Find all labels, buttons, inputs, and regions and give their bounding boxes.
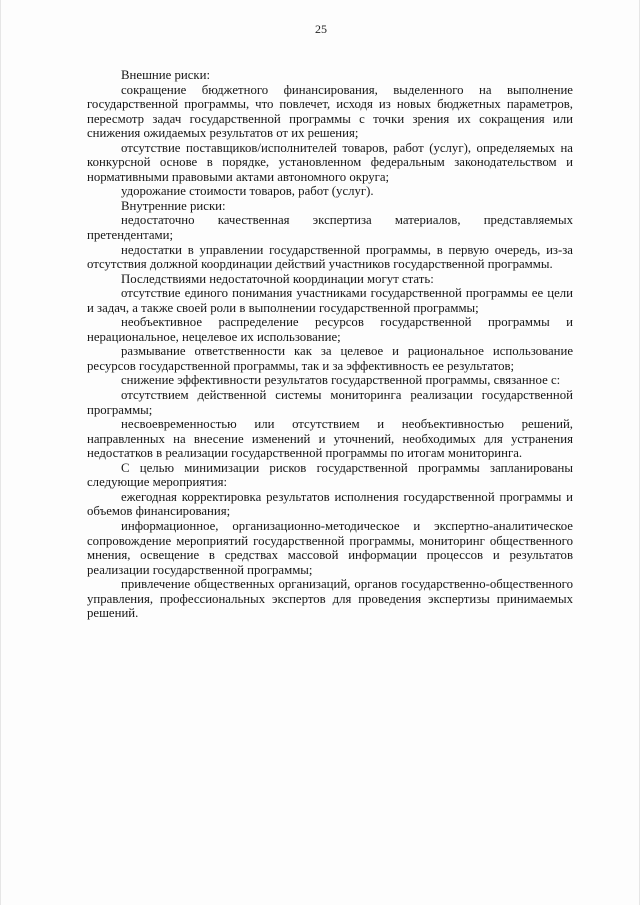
paragraph-public-involvement: привлечение общественных организаций, органов государственно-общественного управления, профессиональных экспертов для проведения экспертизы принимаемых решений. — [87, 577, 573, 621]
page-number: 25 — [315, 22, 327, 36]
paragraph-consequence-understanding: отсутствие единого понимания участниками государственной программы ее цели и задач, а также своей роли в выполнении государственной программы; — [87, 286, 573, 315]
paragraph-consequence-efficiency: снижение эффективности результатов государственной программы, связанное с: — [121, 373, 561, 388]
paragraph-information-support: информационное, организационно-методическое и экспертно-аналитическое сопровождение мероприятий государственной программы, мониторинг общественного мнения, освещение в средствах массовой информации процессов и результатов реализации государственной программы; — [87, 518, 573, 577]
paragraph-untimely-decisions: несвоевременностью или отсутствием и необъективностью решений, направленных на внесение изменений и уточнений, необходимых для устранения недостатков в реализации государственной программы по итогам мониторинга. — [87, 417, 573, 461]
paragraph-annual-adjustment: ежегодная корректировка результатов исполнения государственной программы и объемов финансирования; — [87, 489, 573, 519]
paragraph-mitigation-heading: С целью минимизации рисков государственной программы запланированы следующие мероприятия: — [87, 460, 573, 490]
paragraph-external-risks-heading: Внешние риски: — [121, 68, 211, 82]
paragraph-consequence-responsibility: размывание ответственности как за целевое и рациональное использование ресурсов государственной программы, так и за эффективность ее результатов; — [87, 344, 573, 373]
paragraph-monitoring-absence: отсутствием действенной системы мониторинга реализации государственной программы; — [87, 388, 573, 417]
paragraph-cost-increase-risk: удорожание стоимости товаров, работ (услуг). — [121, 184, 374, 199]
paragraph-consequence-distribution: необъективное распределение ресурсов государственной программы и нерациональное, нецелевое их использование; — [87, 315, 573, 344]
paragraph-management-risk: недостатки в управлении государственной программы, в первую очередь, из-за отсутствия должной координации действий участников государственной программы. — [87, 242, 573, 272]
document-body — [87, 68, 573, 621]
paragraph-consequences-heading: Последствиями недостаточной координации могут стать: — [121, 271, 434, 286]
paragraph-budget-cut-risk: сокращение бюджетного финансирования, выделенного на выполнение государственной программы, что повлечет, исходя из новых бюджетных параметров, пересмотр задач государственной программы с точки зрения их сокращения или снижения ожидаемых результатов от их решения; — [87, 82, 573, 141]
paragraph-internal-risks-heading: Внутренние риски: — [121, 198, 226, 213]
paragraph-expertise-risk: недостаточно качественная экспертиза материалов, представляемых претендентами; — [87, 213, 573, 243]
paragraph-supplier-absence-risk: отсутствие поставщиков/исполнителей товаров, работ (услуг), определяемых на конкурсной основе в порядке, установленном федеральным законодательством и нормативными правовыми актами автономного округа; — [87, 140, 573, 184]
